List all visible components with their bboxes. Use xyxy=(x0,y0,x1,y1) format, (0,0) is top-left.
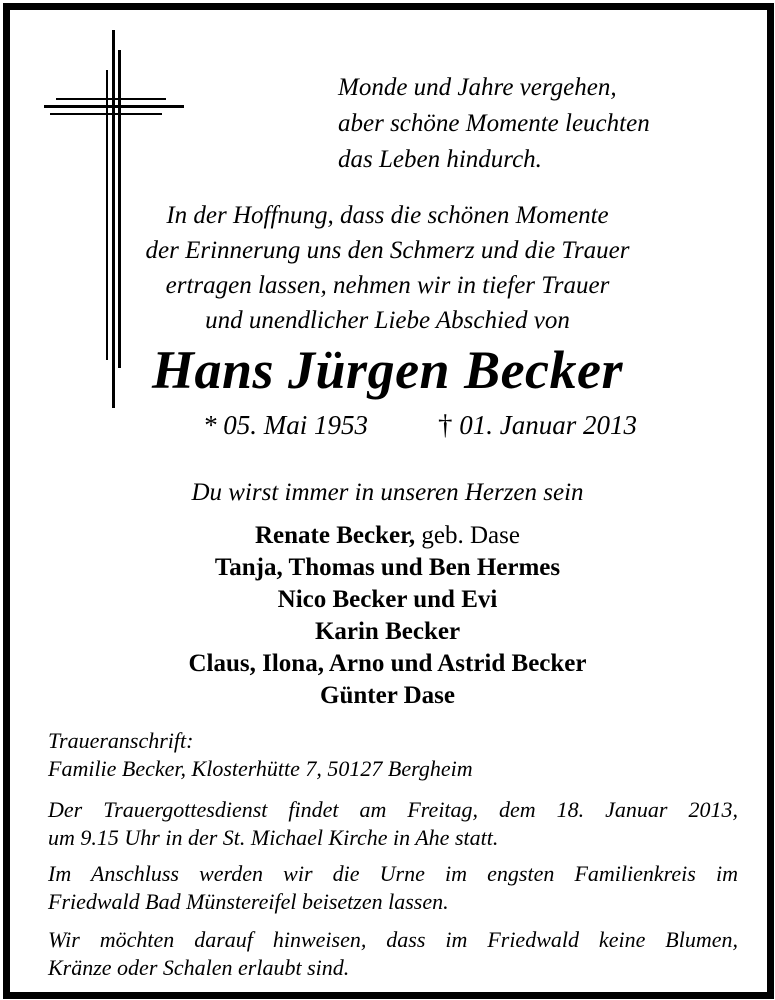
family-line xyxy=(0,520,775,552)
family-line: Claus, Ilona, Arno und Astrid Becker xyxy=(188,650,587,677)
quote-line: das Leben hindurch. xyxy=(338,146,542,173)
quote-line: aber schöne Momente leuchten xyxy=(338,110,650,137)
intro-line: der Erinnerung uns den Schmerz und die Trauer xyxy=(145,237,630,264)
family-line: Nico Becker und Evi xyxy=(277,586,498,613)
death-date: 01. Januar 2013 xyxy=(459,410,637,440)
intro-line: ertragen lassen, nehmen wir in tiefer Trauer xyxy=(165,272,610,299)
urn-notice xyxy=(48,860,738,916)
family-name: Renate Becker, xyxy=(255,522,416,549)
notice-line: Kränze oder Schalen erlaubt sind. xyxy=(48,955,350,980)
notice-line: Friedwald Bad Münstereifel beisetzen lassen. xyxy=(48,889,449,914)
notice-line: Im Anschluss werden wir die Urne im engsten Familienkreis im xyxy=(48,861,738,886)
address-value: Familie Becker, Klosterhütte 7, 50127 Bergheim xyxy=(48,756,473,781)
intro-text xyxy=(0,198,775,338)
family-line: Günter Dase xyxy=(320,682,455,709)
family-list xyxy=(0,520,775,712)
deceased-name: Hans Jürgen Becker xyxy=(151,340,624,400)
address-label: Traueranschrift: xyxy=(48,728,194,753)
intro-line: und unendlicher Liebe Abschied von xyxy=(205,307,570,334)
notice-line: um 9.15 Uhr in der St. Michael Kirche in Ahe statt. xyxy=(48,825,499,850)
family-maiden-name: geb. Dase xyxy=(421,522,520,549)
notice-line: Der Trauergottesdienst findet am Freitag, dem 18. Januar 2013, xyxy=(48,797,738,822)
intro-line: In der Hoffnung, dass die schönen Momente xyxy=(166,202,609,229)
death-date-group xyxy=(438,408,637,442)
motto: Du wirst immer in unseren Herzen sein xyxy=(191,479,584,506)
dagger-icon: † xyxy=(438,409,453,441)
birth-date: * 05. Mai 1953 xyxy=(203,410,368,440)
flowers-notice xyxy=(48,926,738,982)
family-line: Karin Becker xyxy=(314,618,461,645)
mourning-address xyxy=(48,727,738,783)
service-notice xyxy=(48,796,738,852)
family-line: Tanja, Thomas und Ben Hermes xyxy=(214,554,561,581)
notice-line: Wir möchten darauf hinweisen, dass im Friedwald keine Blumen, xyxy=(48,927,738,952)
opening-quote xyxy=(338,70,738,178)
quote-line: Monde und Jahre vergehen, xyxy=(338,74,617,101)
